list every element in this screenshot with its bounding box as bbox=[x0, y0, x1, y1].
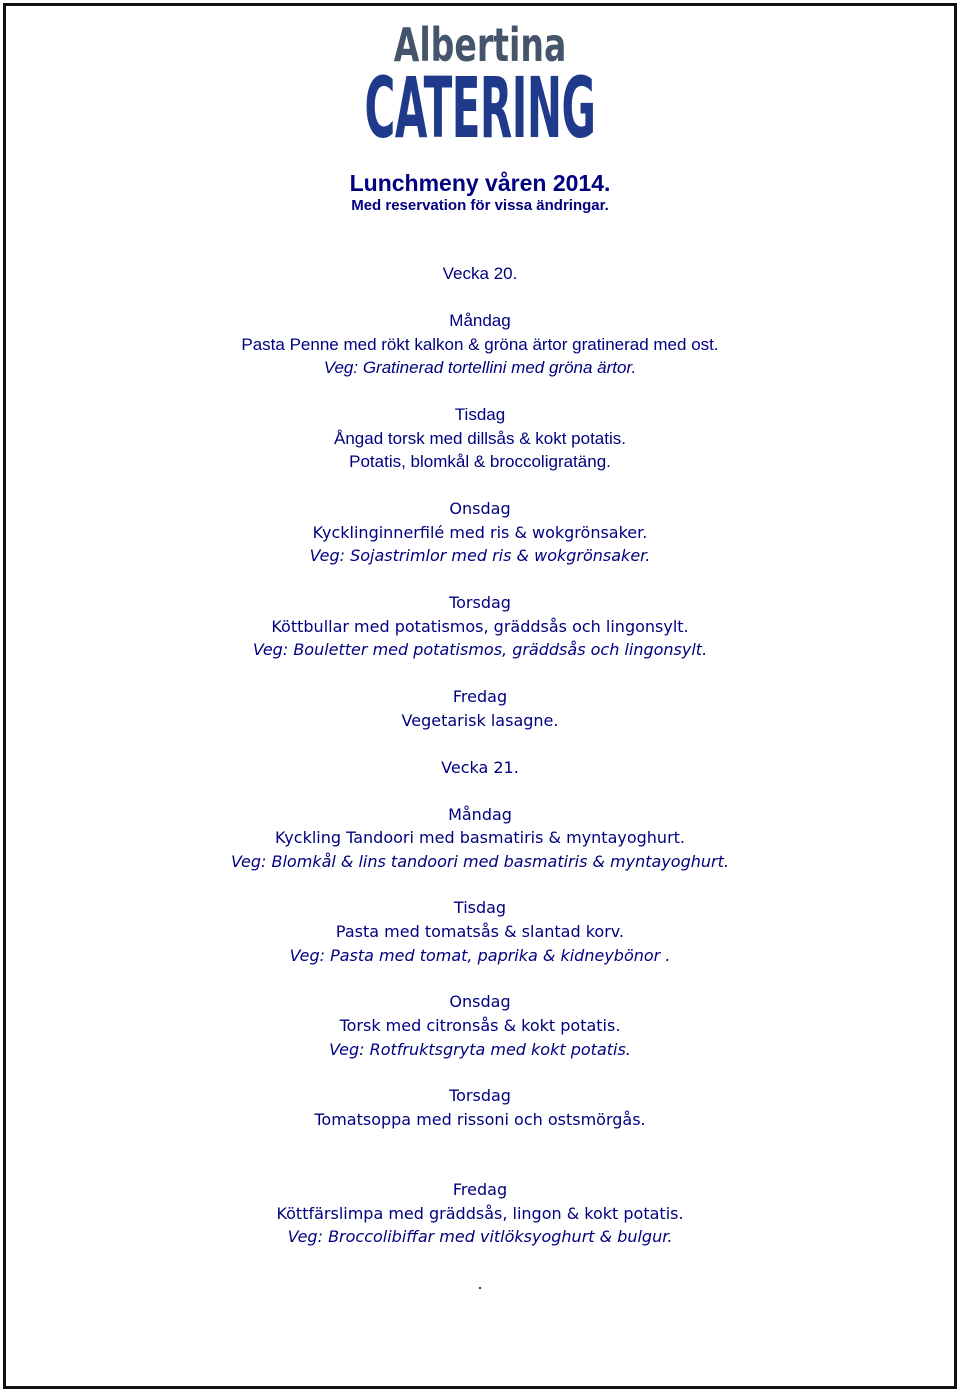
w20-tisdag-day: Tisdag bbox=[454, 405, 506, 424]
w21-onsdag-veg: Veg: Rotfruktsgryta med kokt potatis. bbox=[329, 1040, 631, 1059]
logo-catering: CATERING bbox=[364, 59, 596, 157]
page-title: Lunchmeny våren 2014. bbox=[349, 170, 611, 196]
w21-torsdag-day: Torsdag bbox=[449, 1086, 511, 1105]
w21-tisdag-veg: Veg: Pasta med tomat, paprika & kidneybönor . bbox=[289, 946, 671, 965]
w20-tisdag-veg: Potatis, blomkål & broccoligratäng. bbox=[349, 452, 611, 471]
w21-mandag-dish: Kyckling Tandoori med basmatiris & myntayoghurt. bbox=[274, 828, 686, 847]
w20-fredag-day: Fredag bbox=[452, 687, 508, 706]
w21-fredag-dish: Köttfärslimpa med gräddsås, lingon & kokt potatis. bbox=[276, 1204, 684, 1223]
w20-tisdag-dish: Ångad torsk med dillsås & kokt potatis. bbox=[334, 429, 626, 448]
w20-onsdag-dish: Kycklinginnerfilé med ris & wokgrönsaker. bbox=[312, 523, 648, 542]
w21-torsdag-dish: Tomatsoppa med rissoni och ostsmörgås. bbox=[314, 1110, 646, 1129]
w20-onsdag-day: Onsdag bbox=[449, 499, 511, 518]
w20-torsdag-day: Torsdag bbox=[449, 593, 511, 612]
w21-onsdag-day: Onsdag bbox=[449, 992, 511, 1011]
week-20-label: Vecka 20. bbox=[442, 264, 518, 283]
logo-albertina: Albertina bbox=[393, 18, 567, 72]
w21-onsdag-dish: Torsk med citronsås & kokt potatis. bbox=[339, 1016, 621, 1035]
w20-mandag-day: Måndag bbox=[449, 311, 511, 330]
week-21-label: Vecka 21. bbox=[441, 758, 519, 777]
w21-mandag-day: Måndag bbox=[448, 805, 512, 824]
w21-fredag-veg: Veg: Broccolibiffar med vitlöksyoghurt & bulgur. bbox=[287, 1227, 673, 1246]
footer-dot: . bbox=[477, 1274, 483, 1293]
w20-torsdag-veg: Veg: Bouletter med potatismos, gräddsås och lingonsylt. bbox=[252, 640, 708, 659]
w20-torsdag-dish: Köttbullar med potatismos, gräddsås och lingonsylt. bbox=[271, 617, 689, 636]
w20-onsdag-veg: Veg: Sojastrimlor med ris & wokgrönsaker. bbox=[309, 546, 651, 565]
w21-fredag-day: Fredag bbox=[452, 1180, 508, 1199]
w21-tisdag-day: Tisdag bbox=[453, 898, 507, 917]
w21-tisdag-dish: Pasta med tomatsås & slantad korv. bbox=[335, 922, 625, 941]
w20-fredag-dish: Vegetarisk lasagne. bbox=[401, 711, 559, 730]
w21-mandag-veg: Veg: Blomkål & lins tandoori med basmatiris & myntayoghurt. bbox=[231, 852, 729, 871]
w20-mandag-veg: Veg: Gratinerad tortellini med gröna ärtor. bbox=[323, 358, 637, 377]
page-subtitle: Med reservation för vissa ändringar. bbox=[351, 197, 609, 214]
w20-mandag-dish: Pasta Penne med rökt kalkon & gröna ärtor gratinerad med ost. bbox=[241, 335, 719, 354]
